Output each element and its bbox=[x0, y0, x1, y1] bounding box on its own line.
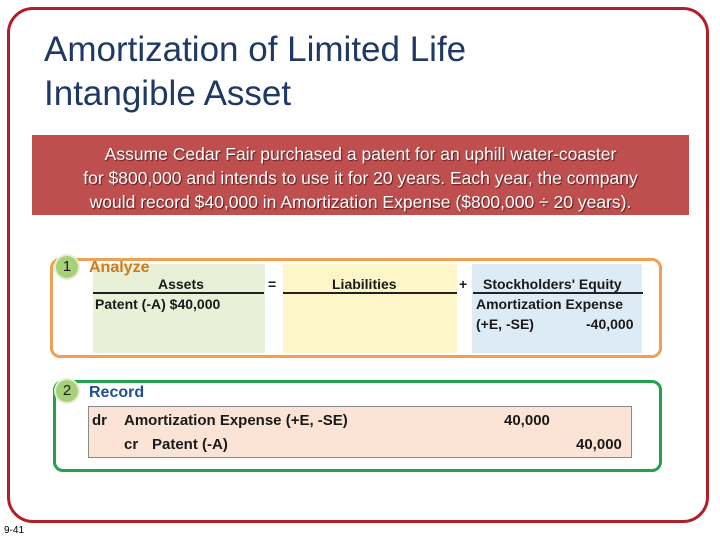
journal-row-2-account: Patent (-A) bbox=[152, 436, 228, 453]
journal-row-1-debit: 40,000 bbox=[504, 412, 550, 429]
journal-row-1-account: Amortization Expense (+E, -SE) bbox=[124, 412, 348, 429]
intro-line-3: would record $40,000 in Amortization Expense ($800,000 ÷ 20 years). bbox=[89, 192, 632, 212]
journal-row-1-side: dr bbox=[92, 412, 107, 429]
record-label: Record bbox=[89, 384, 145, 401]
liabilities-rule bbox=[283, 292, 457, 294]
equals-sign: = bbox=[268, 276, 277, 292]
title-line-1: Amortization of Limited Life bbox=[44, 30, 467, 69]
analyze-label: Analyze bbox=[89, 259, 150, 276]
assets-entry: Patent (-A) $40,000 bbox=[95, 296, 221, 312]
slide-title bbox=[44, 28, 664, 116]
liabilities-header: Liabilities bbox=[332, 276, 397, 292]
equity-rule bbox=[473, 292, 643, 294]
plus-sign: + bbox=[459, 276, 468, 292]
equity-account-line-1: Amortization Expense bbox=[476, 296, 624, 312]
assets-rule bbox=[93, 292, 264, 294]
intro-line-1: Assume Cedar Fair purchased a patent for an uphill water-coaster bbox=[104, 144, 617, 164]
intro-banner bbox=[32, 135, 689, 215]
equity-header: Stockholders' Equity bbox=[483, 276, 622, 292]
equity-account-line-2: (+E, -SE) bbox=[476, 316, 534, 332]
journal-row-2-side: cr bbox=[124, 436, 139, 453]
step-2-badge: 2 bbox=[56, 380, 78, 402]
assets-header: Assets bbox=[158, 276, 204, 292]
page-number: 9-41 bbox=[4, 525, 25, 536]
intro-line-2: for $800,000 and intends to use it for 20 years. Each year, the company bbox=[83, 168, 638, 188]
title-line-2: Intangible Asset bbox=[44, 74, 292, 113]
equity-amount: -40,000 bbox=[586, 316, 634, 332]
step-1-badge: 1 bbox=[56, 256, 78, 278]
journal-row-2-credit: 40,000 bbox=[576, 436, 622, 453]
